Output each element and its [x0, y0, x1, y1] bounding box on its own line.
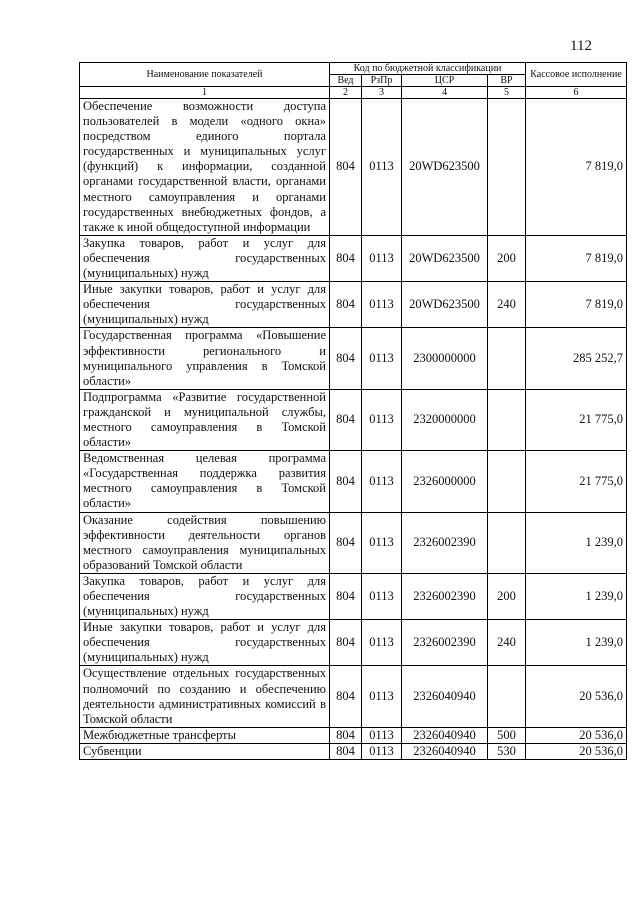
row-rzpr: 0113	[362, 727, 402, 743]
row-vr	[488, 666, 526, 727]
row-ved: 804	[330, 620, 362, 666]
row-vr	[488, 512, 526, 573]
row-amount: 285 252,7	[526, 328, 627, 389]
row-name: Субвенции	[80, 743, 330, 759]
row-vr	[488, 451, 526, 512]
row-csr: 2326002390	[402, 512, 488, 573]
table-row	[80, 620, 627, 666]
table-row	[80, 328, 627, 389]
row-ved: 804	[330, 235, 362, 281]
row-csr: 2326040940	[402, 727, 488, 743]
header-row-1	[80, 63, 627, 75]
row-vr: 200	[488, 235, 526, 281]
row-amount: 7 819,0	[526, 99, 627, 236]
header-rzpr: РзПр	[362, 75, 402, 87]
row-csr: 2326002390	[402, 620, 488, 666]
row-ved: 804	[330, 727, 362, 743]
row-name: Межбюджетные трансферты	[80, 727, 330, 743]
row-amount: 7 819,0	[526, 235, 627, 281]
row-rzpr: 0113	[362, 282, 402, 328]
row-amount: 20 536,0	[526, 727, 627, 743]
row-rzpr: 0113	[362, 573, 402, 619]
row-rzpr: 0113	[362, 620, 402, 666]
row-csr: 20WD623500	[402, 282, 488, 328]
row-ved: 804	[330, 328, 362, 389]
table-row	[80, 282, 627, 328]
column-number: 4	[402, 87, 488, 99]
column-number: 2	[330, 87, 362, 99]
row-vr	[488, 328, 526, 389]
row-ved: 804	[330, 451, 362, 512]
row-vr: 240	[488, 620, 526, 666]
table-body	[80, 99, 627, 760]
header-code-group: Код по бюджетной классификации	[330, 63, 526, 75]
budget-table	[79, 62, 627, 760]
row-amount: 20 536,0	[526, 743, 627, 759]
row-rzpr: 0113	[362, 743, 402, 759]
row-name: Ведомственная целевая программа «Государственная поддержка развития местного самоуправления в Томской области»	[80, 451, 330, 512]
row-amount: 21 775,0	[526, 451, 627, 512]
row-ved: 804	[330, 282, 362, 328]
header-csr: ЦСР	[402, 75, 488, 87]
row-amount: 7 819,0	[526, 282, 627, 328]
row-ved: 804	[330, 743, 362, 759]
row-csr: 20WD623500	[402, 99, 488, 236]
row-rzpr: 0113	[362, 666, 402, 727]
column-number: 6	[526, 87, 627, 99]
row-rzpr: 0113	[362, 451, 402, 512]
table-row	[80, 666, 627, 727]
row-vr: 240	[488, 282, 526, 328]
column-number: 3	[362, 87, 402, 99]
row-rzpr: 0113	[362, 235, 402, 281]
table-row	[80, 743, 627, 759]
row-csr: 2326040940	[402, 743, 488, 759]
row-name: Иные закупки товаров, работ и услуг для обеспечения государственных (муниципальных) нужд	[80, 620, 330, 666]
row-ved: 804	[330, 666, 362, 727]
table-row	[80, 389, 627, 450]
row-name: Подпрограмма «Развитие государственной гражданской и муниципальной службы, местного самоуправления в Томской области»	[80, 389, 330, 450]
row-csr: 2326000000	[402, 451, 488, 512]
row-name: Закупка товаров, работ и услуг для обеспечения государственных (муниципальных) нужд	[80, 573, 330, 619]
column-number-row	[80, 87, 627, 99]
row-name: Обеспечение возможности доступа пользователей в модели «одного окна» посредством единого портала государственных и муниципальных услуг (функций) к информации, созданной органами государственной власти, органами местного самоуправления и органами государственных внебюджетных фондов, а также к иной общедоступной информации	[80, 99, 330, 236]
row-amount: 21 775,0	[526, 389, 627, 450]
row-amount: 1 239,0	[526, 512, 627, 573]
row-vr: 530	[488, 743, 526, 759]
row-name: Оказание содействия повышению эффективности деятельности органов местного самоуправления муниципальных образований Томской области	[80, 512, 330, 573]
header-vr: ВР	[488, 75, 526, 87]
row-ved: 804	[330, 99, 362, 236]
column-number: 5	[488, 87, 526, 99]
row-vr	[488, 99, 526, 236]
row-csr: 2326040940	[402, 666, 488, 727]
header-ved: Вед	[330, 75, 362, 87]
row-rzpr: 0113	[362, 99, 402, 236]
table-row	[80, 727, 627, 743]
header-amount: Кассовое исполнение	[526, 63, 627, 87]
row-ved: 804	[330, 573, 362, 619]
page-number: 112	[570, 38, 592, 54]
table-row	[80, 235, 627, 281]
row-amount: 1 239,0	[526, 573, 627, 619]
row-vr: 500	[488, 727, 526, 743]
table-row	[80, 451, 627, 512]
row-csr: 2326002390	[402, 573, 488, 619]
row-vr	[488, 389, 526, 450]
row-name: Государственная программа «Повышение эффективности регионального и муниципального управления в Томской области»	[80, 328, 330, 389]
row-name: Осуществление отдельных государственных полномочий по созданию и обеспечению деятельности административных комиссий в Томской области	[80, 666, 330, 727]
row-ved: 804	[330, 512, 362, 573]
table-row	[80, 512, 627, 573]
row-name: Закупка товаров, работ и услуг для обеспечения государственных (муниципальных) нужд	[80, 235, 330, 281]
column-number: 1	[80, 87, 330, 99]
row-ved: 804	[330, 389, 362, 450]
row-rzpr: 0113	[362, 512, 402, 573]
table-row	[80, 573, 627, 619]
row-csr: 20WD623500	[402, 235, 488, 281]
row-rzpr: 0113	[362, 328, 402, 389]
row-csr: 2320000000	[402, 389, 488, 450]
row-name: Иные закупки товаров, работ и услуг для обеспечения государственных (муниципальных) нужд	[80, 282, 330, 328]
row-vr: 200	[488, 573, 526, 619]
row-amount: 20 536,0	[526, 666, 627, 727]
table-row	[80, 99, 627, 236]
row-rzpr: 0113	[362, 389, 402, 450]
row-csr: 2300000000	[402, 328, 488, 389]
header-name: Наименование показателей	[80, 63, 330, 87]
row-amount: 1 239,0	[526, 620, 627, 666]
